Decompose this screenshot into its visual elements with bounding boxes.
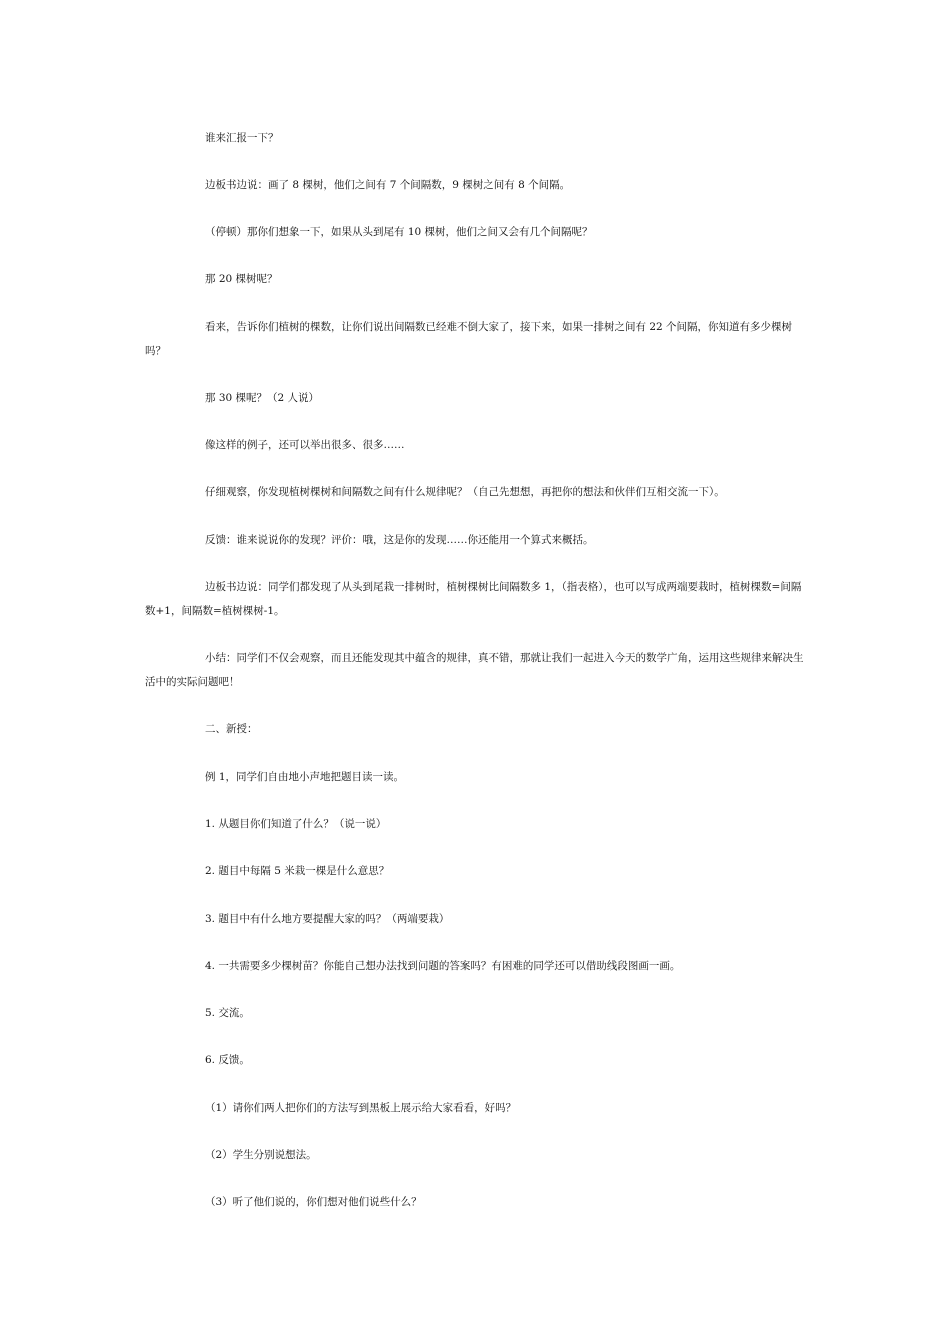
sub-item-2: （2）学生分别说想法。 [205, 1149, 317, 1161]
paragraph-9: 反馈：谁来说说你的发现？评价：哦，这是你的发现……你还能用一个算式来概括。 [205, 534, 594, 546]
paragraph-6: 那 30 棵呢？（2 人说） [205, 392, 320, 404]
paragraph-example-1: 例 1，同学们自由地小声地把题目读一读。 [205, 771, 405, 783]
list-item-5: 5. 交流。 [205, 1007, 250, 1019]
paragraph-1: 谁来汇报一下？ [205, 132, 279, 144]
list-item-6: 6. 反馈。 [205, 1054, 250, 1066]
sub-item-1: （1）请你们两人把你们的方法写到黑板上展示给大家看看，好吗？ [205, 1102, 517, 1114]
list-item-1: 1. 从题目你们知道了什么？（说一说） [205, 818, 387, 830]
paragraph-10: 边板书边说：同学们都发现了从头到尾栽一排树时，植树棵树比间隔数多 1，（指表格），也可以写成两端要栽时，植树棵数=间隔数+1，间隔数=植树棵树-1。 [145, 581, 802, 617]
list-item-3: 3. 题目中有什么地方要提醒大家的吗？（两端要栽） [205, 913, 450, 925]
paragraph-7: 像这样的例子，还可以举出很多、很多…… [205, 439, 405, 451]
paragraph-5: 看来，告诉你们植树的棵数，让你们说出间隔数已经难不倒大家了，接下来，如果一排树之间有 22 个间隔，你知道有多少棵树吗？ [145, 321, 793, 357]
list-item-4: 4. 一共需要多少棵树苗？你能自己想办法找到问题的答案吗？有困难的同学还可以借助线段图画一画。 [205, 960, 681, 972]
paragraph-4: 那 20 棵树呢？ [205, 273, 278, 285]
paragraph-11: 小结：同学们不仅会观察，而且还能发现其中蕴含的规律，真不错，那就让我们一起进入今天的数学广角，运用这些规律来解决生活中的实际问题吧！ [145, 652, 804, 688]
sub-item-3: （3）听了他们说的，你们想对他们说些什么？ [205, 1196, 422, 1208]
section-heading-new-lesson: 二、新授： [205, 723, 258, 735]
paragraph-8: 仔细观察，你发现植树棵树和间隔数之间有什么规律呢？（自己先想想，再把你的想法和伙伴们互相交流一下）。 [205, 486, 725, 498]
paragraph-2: 边板书边说：画了 8 棵树，他们之间有 7 个间隔数，9 棵树之间有 8 个间隔。 [205, 179, 571, 191]
list-item-2: 2. 题目中每隔 5 米栽一棵是什么意思？ [205, 865, 390, 877]
paragraph-3: （停顿）那你们想象一下，如果从头到尾有 10 棵树，他们之间又会有几个间隔呢？ [205, 226, 593, 238]
